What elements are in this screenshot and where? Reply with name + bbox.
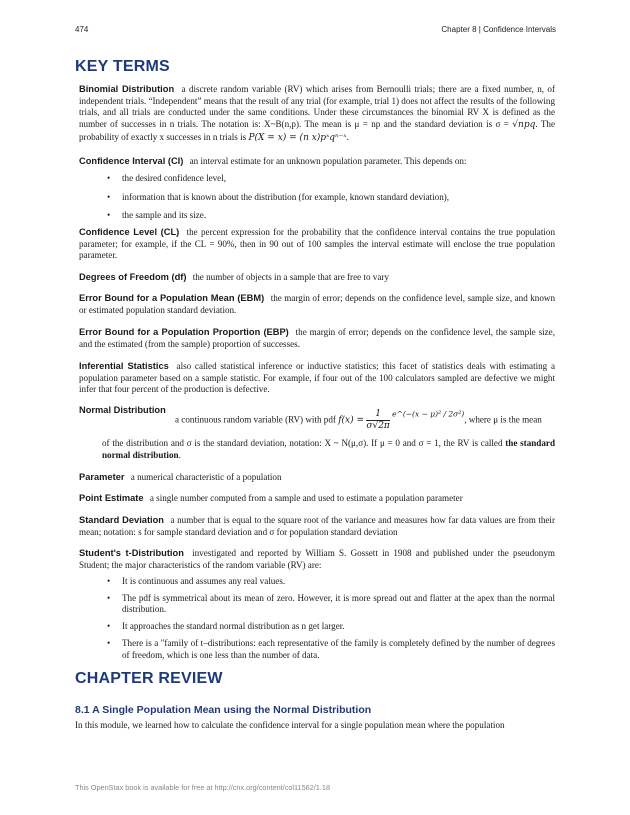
period: . <box>178 449 181 460</box>
term-name: Degrees of Freedom (df) <box>79 272 187 282</box>
list-item: • It approaches the standard normal distribution as n get larger. <box>107 621 555 633</box>
term-degrees-of-freedom <box>79 272 555 284</box>
section-paragraph: In this module, we learned how to calculate the confidence interval for a single population mean where the population <box>75 720 505 730</box>
term-standard-deviation <box>79 515 555 538</box>
term-definition: the percent expression for the probability that the confidence interval contains the true population parameter; for example, if the CL = 90%, then in 90 out of 100 samples the interval estimate will enclose the true population parameter. <box>79 227 555 261</box>
list-item: • the desired confidence level, <box>107 173 555 185</box>
term-inferential-statistics <box>79 361 555 396</box>
term-definition: also called statistical inference or inductive statistics; this facet of statistics deals with estimating a population parameter based on a sample statistic. For example, if four out of the 100 calculators sampled are defective we might infer that four percent of the production is defective. <box>79 361 555 395</box>
term-name: Student's t-Distribution <box>79 548 184 558</box>
key-terms-heading: KEY TERMS <box>75 58 170 75</box>
fx-label: f(x) = <box>338 415 365 426</box>
term-name: Binomial Distribution <box>79 84 175 94</box>
term-students-t-distribution <box>79 548 555 571</box>
list-item: • information that is known about the distribution (for example, known standard deviation), <box>107 192 555 204</box>
term-definition: of the distribution and σ is the standard deviation, notation: X ~ N(μ,σ). If μ = 0 and σ = 1, the RV is called <box>102 438 503 448</box>
term-name: Normal Distribution <box>79 405 166 415</box>
term-definition-cont: . The probability of exactly x successes in n trials is <box>79 119 555 142</box>
term-error-bound-proportion <box>79 327 555 350</box>
fraction-numerator: 1 <box>366 409 390 421</box>
normal-distribution-cont <box>79 438 555 461</box>
list-item: • It is continuous and assumes any real values. <box>107 576 555 588</box>
term-confidence-interval <box>79 156 555 168</box>
exponent: e^(−(x − μ)² / 2σ²) <box>392 409 465 419</box>
term-name: Error Bound for a Population Proportion (EBP) <box>79 327 289 337</box>
t-bullet-list <box>107 576 555 661</box>
normal-pdf-line <box>175 409 542 432</box>
term-parameter <box>79 472 555 484</box>
term-definition: a numerical characteristic of a population <box>130 472 282 482</box>
chapter-review-heading: CHAPTER REVIEW <box>75 670 223 687</box>
term-definition: investigated and reported by William S. Gossett in 1908 and published under the pseudonym Student; the major characteristics of the random variable (RV) are: <box>79 548 555 570</box>
list-item: • There is a "family of t–distributions: each representative of the family is completely defined by the number of degrees of freedom, which is one less than the number of data. <box>107 638 555 661</box>
term-name: Inferential Statistics <box>79 361 169 371</box>
normal-pdf-text-post: , where μ is the mean <box>464 414 542 425</box>
term-error-bound-mean <box>79 293 555 316</box>
list-item: • The pdf is symmetrical about its mean of zero. However, it is more spread out and flatter at the apex than the normal distribution. <box>107 593 555 616</box>
list-item: • the sample and its size. <box>107 210 555 222</box>
term-name: Error Bound for a Population Mean (EBM) <box>79 293 265 303</box>
term-definition: a discrete random variable (RV) which arises from Bernoulli trials; there are a fixed number, n, of independent trials. “Independent” means that the result of any trial (for example, trial 1) does not affect the results of the following trials, and all trials are conducted under the same conditions. Under these circumstances the binomial RV X is defined as the number of successes in n trials. The notation is: X~B(n,p). The mean is μ = np and the standard deviation is σ = <box>79 84 555 130</box>
term-definition: a number that is equal to the square root of the variance and measures how far data values are from their mean; notation: s for sample standard deviation and σ for population standard deviation <box>79 515 555 537</box>
term-binomial-distribution <box>79 84 555 145</box>
sd-formula: √npq <box>512 120 536 131</box>
page-number: 474 <box>75 25 89 34</box>
term-emphasis: the standard normal distribution <box>102 438 555 460</box>
term-name: Parameter <box>79 472 125 482</box>
term-confidence-level <box>79 227 555 262</box>
ci-bullet-list <box>107 173 555 222</box>
term-name: Confidence Interval (CI) <box>79 156 184 166</box>
term-definition: the margin of error; depends on the confidence level, sample size, and known or estimated population standard deviation. <box>79 293 555 315</box>
footer-note: This OpenStax book is available for free at http://cnx.org/content/col11562/1.18 <box>75 783 331 792</box>
normal-pdf-fraction <box>366 409 390 432</box>
normal-pdf-text: a continuous random variable (RV) with pdf <box>175 414 336 425</box>
term-point-estimate <box>79 493 555 505</box>
term-definition: a single number computed from a sample and used to estimate a population parameter <box>149 493 463 503</box>
section-heading: 8.1 A Single Population Mean using the Normal Distribution <box>75 704 372 716</box>
term-name: Confidence Level (CL) <box>79 227 180 237</box>
term-definition: the margin of error; depends on the confidence level, the sample size, and the estimated (from the sample) proportion of successes. <box>79 327 555 349</box>
term-definition: the number of objects in a sample that are free to vary <box>192 272 389 282</box>
chapter-header: Chapter 8 | Confidence Intervals <box>441 25 556 34</box>
fraction-denominator: σ√2π <box>366 421 390 431</box>
term-definition: an interval estimate for an unknown population parameter. This depends on: <box>189 156 467 166</box>
term-name: Point Estimate <box>79 493 144 503</box>
probability-formula: P(X = x) = (n x)pˣqⁿ⁻ˣ <box>248 132 347 143</box>
period: . <box>346 131 349 142</box>
term-name: Standard Deviation <box>79 515 164 525</box>
